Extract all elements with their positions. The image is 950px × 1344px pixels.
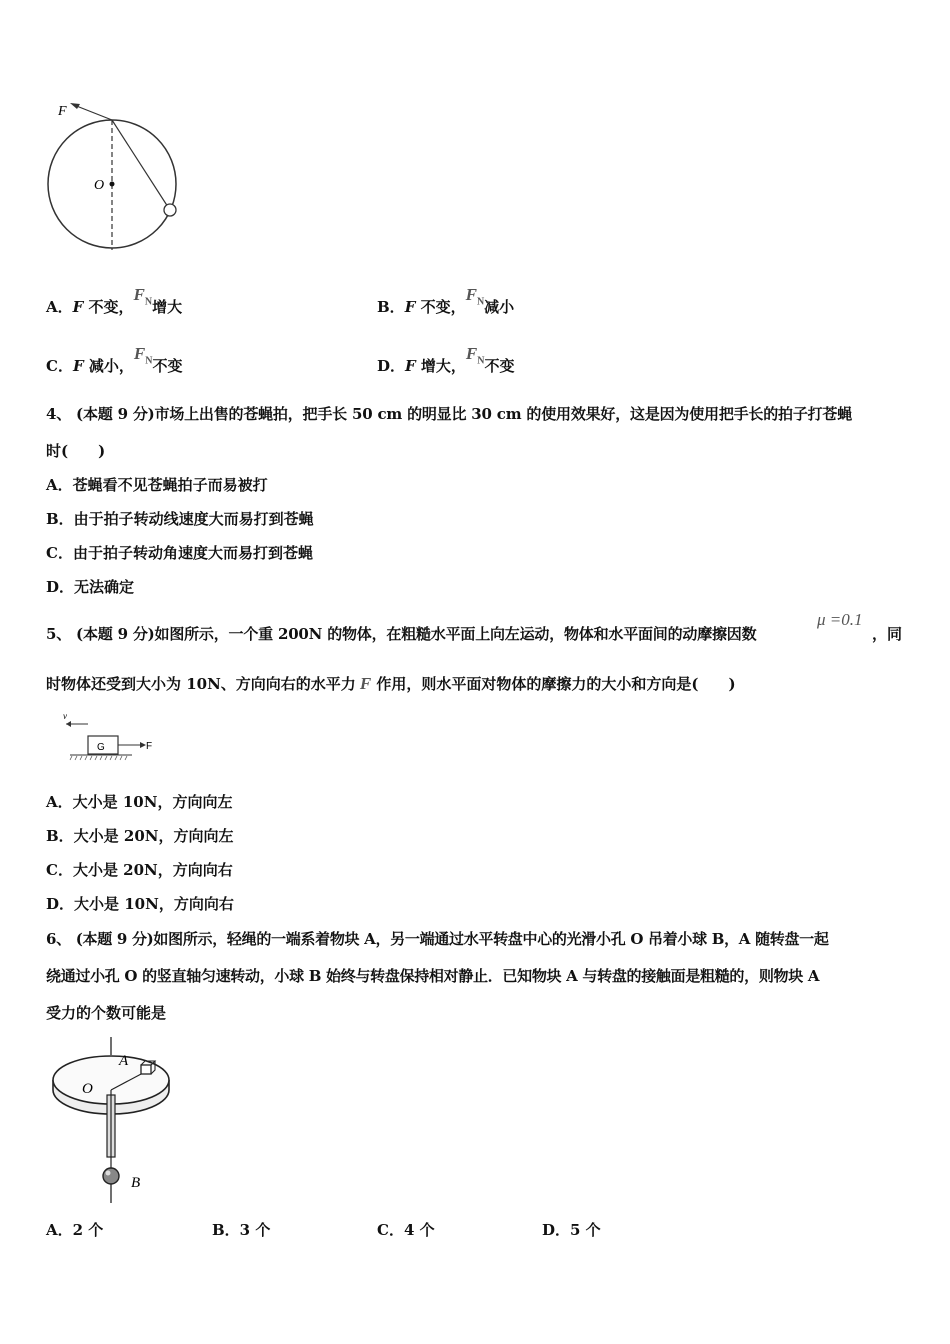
q4-option-a: A．苍蝇看不见苍蝇拍子而易被打 [46,476,268,494]
q5-option-b: B．大小是 20N，方向向左 [46,827,234,845]
q3-circle-figure [40,95,240,265]
ground-hatching [70,756,127,760]
force-label: F [58,104,67,119]
q6-option-b: B．3 个 [212,1221,271,1239]
q6-option-c: C．4 个 [377,1221,435,1239]
rope-line [112,120,168,207]
label-b: B [131,1175,141,1191]
fn-symbol: $F_N$ [465,344,485,367]
ball-b-highlight [106,1171,111,1176]
q5-block-figure [60,710,170,770]
center-label: O [94,178,105,193]
center-dot [110,182,115,187]
label-o: O [82,1081,93,1097]
q6-option-a: A．2 个 [46,1221,104,1239]
q4-option-b: B．由于拍子转动线速度大而易打到苍蝇 [46,510,314,528]
fn-symbol: $F_N$ [133,285,153,308]
q4-stem-line1: 4、 (本题 9 分)市场上出售的苍蝇拍，把手长 50 cm 的明显比 30 cm 的使用效果好，这是因为使用把手长的拍子打苍蝇 [46,405,853,423]
q5-stem-line1: 5、 (本题 9 分)如图所示，一个重 200N 的物体，在粗糙水平面上向左运动，物体和水平面间的动摩擦因数 [46,625,757,643]
velocity-label: v [63,711,67,721]
q4-option-c: C．由于拍子转动角速度大而易打到苍蝇 [46,544,313,562]
fn-symbol: $F_N$ [465,285,485,308]
q5-option-a: A．大小是 10N，方向向左 [46,793,233,811]
block-a [141,1065,151,1074]
q3-option-a: A．F 不变，$F_N$增大 [46,285,183,316]
q4-option-d: D．无法确定 [46,578,135,596]
q4-stem-line2: 时( ) [46,442,106,460]
force-label: F [146,741,153,752]
force-arrowhead [70,103,80,109]
label-a: A [119,1053,129,1069]
q5-stem-line2: 时物体还受到大小为 10N、方向向右的水平力 F 作用，则水平面对物体的摩擦力的大小和方向是( ) [46,674,736,693]
q3-option-c: C．F 减小，$F_N$不变 [46,344,183,375]
q6-stem-line2: 绕通过小孔 O 的竖直轴匀速转动，小球 B 始终与转盘保持相对静止．已知物块 A 与转盘的接触面是粗糙的，则物块 A [46,967,820,985]
q3-option-b: B．F 不变，$F_N$减小 [377,285,515,316]
q6-stem-line3: 受力的个数可能是 [46,1004,167,1022]
force-arrow [74,105,112,120]
block-label: G [97,742,105,753]
small-ball [164,204,176,216]
q5-mu-symbol: μ =0.1 [817,610,863,629]
q3-option-d: D．F 增大，$F_N$不变 [377,344,515,375]
velocity-arrowhead [66,721,71,727]
ball-b [103,1168,119,1184]
q6-option-d: D．5 个 [542,1221,601,1239]
q6-stem-line1: 6、 (本题 9 分)如图所示，轻绳的一端系着物块 A，另一端通过水平转盘中心的光滑小孔 O 吊着小球 B，A 随转盘一起 [46,930,829,948]
force-symbol: F [359,674,372,693]
q6-turntable-figure [45,1035,195,1210]
q5-option-d: D．大小是 10N，方向向右 [46,895,234,913]
fn-symbol: $F_N$ [133,344,153,367]
q5-option-c: C．大小是 20N，方向向右 [46,861,233,879]
q5-stem-line1-end: ，同 [872,625,903,643]
